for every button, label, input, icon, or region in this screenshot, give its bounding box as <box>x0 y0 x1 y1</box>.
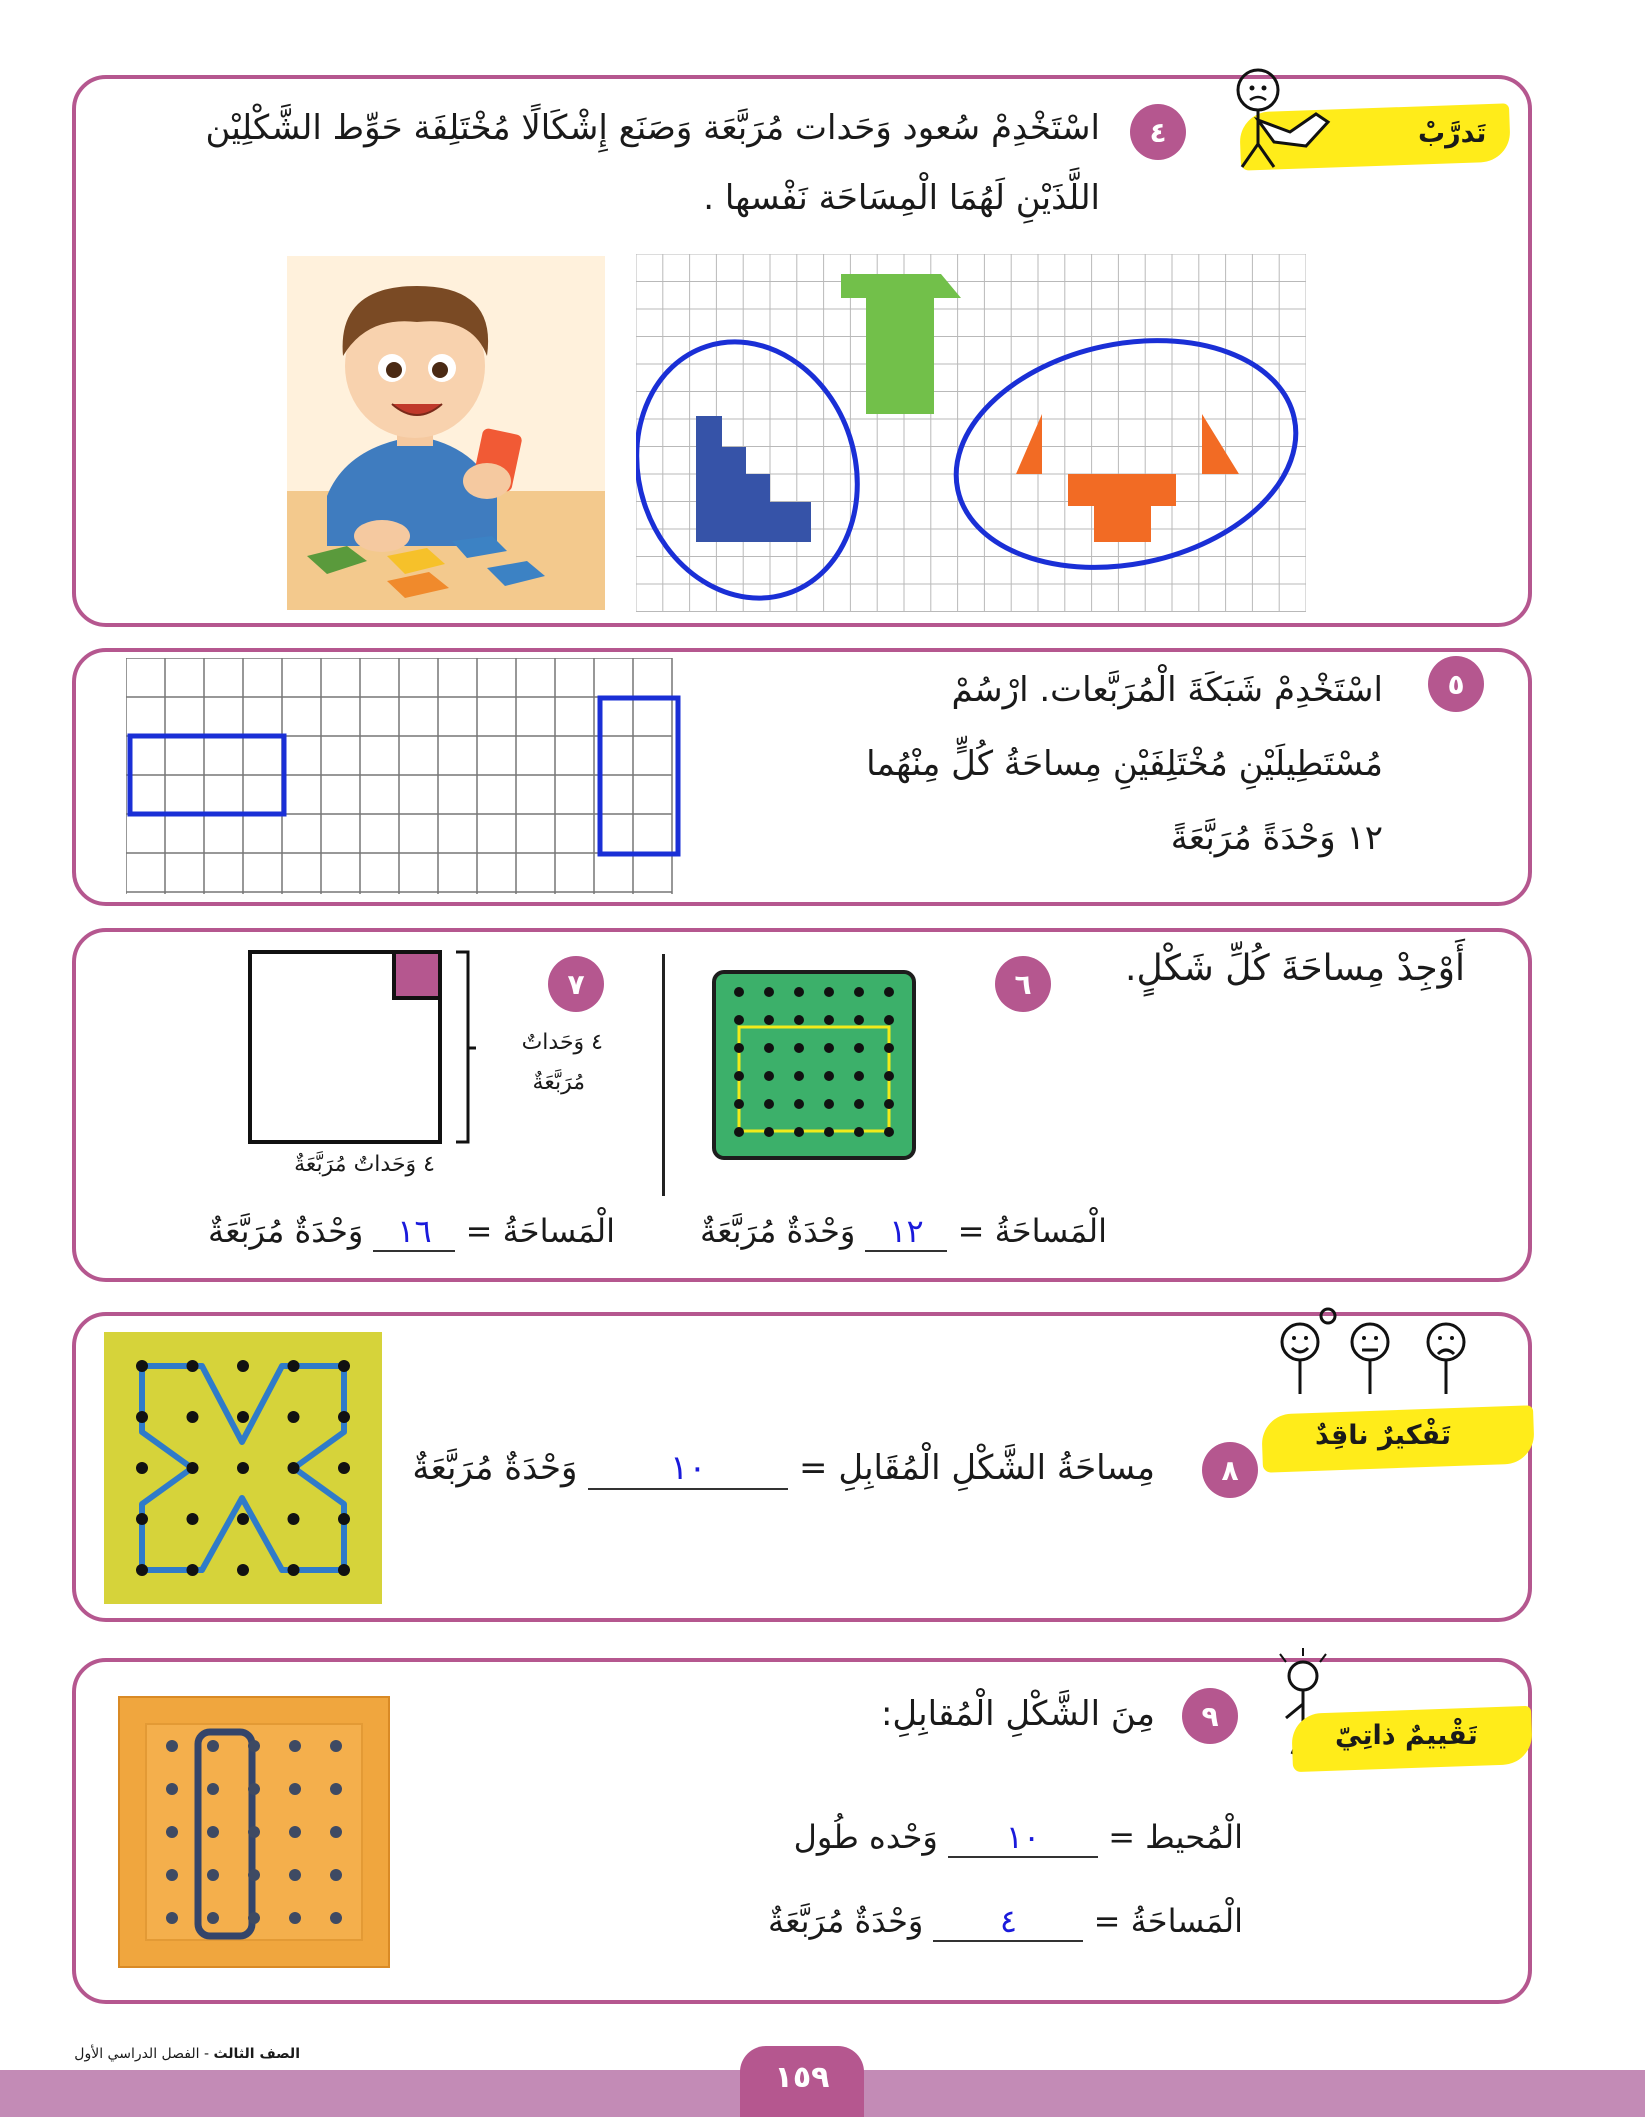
peg <box>237 1411 249 1423</box>
question-number-4: ٤ <box>1130 104 1186 160</box>
peg <box>824 1127 834 1137</box>
peg <box>207 1740 219 1752</box>
q7-unit: وَحْدَةٌ مُرَبَّعَةٌ <box>208 1212 364 1250</box>
q6-7-instruction: أَوْجِدْ مِساحَةَ كُلِّ شَكْلٍ. <box>1125 948 1465 989</box>
footer-grade: الصف الثالث <box>213 2046 300 2062</box>
q5-line-1: اسْتَخْدِمْ شَبَكَةَ الْمُرَبَّعات. ارْسُمْ <box>951 670 1383 710</box>
peg <box>734 1127 744 1137</box>
peg <box>764 1099 774 1109</box>
peg <box>136 1411 148 1423</box>
peg <box>794 987 804 997</box>
peg <box>187 1513 199 1525</box>
peg <box>288 1411 300 1423</box>
peg <box>237 1360 249 1372</box>
peg <box>187 1462 199 1474</box>
peg <box>734 987 744 997</box>
q9-perimeter-answer[interactable]: ١٠ <box>1005 1818 1041 1856</box>
peg <box>884 1099 894 1109</box>
peg <box>734 1071 744 1081</box>
peg <box>794 1071 804 1081</box>
peg <box>824 1071 834 1081</box>
q6-geoboard <box>712 970 916 1160</box>
q9-area-line <box>768 1902 1243 1942</box>
q6-unit: وَحْدَةٌ مُرَبَّعَةٌ <box>700 1212 856 1250</box>
q8-geoboard <box>104 1332 382 1604</box>
peg <box>187 1411 199 1423</box>
q4-shape-grid <box>636 254 1306 612</box>
question-number-6: ٦ <box>995 956 1051 1012</box>
peg <box>764 1015 774 1025</box>
blue-shape <box>696 416 811 542</box>
peg <box>248 1869 260 1881</box>
peg <box>237 1462 249 1474</box>
three-faces-icon <box>1270 1302 1490 1402</box>
q7-answer[interactable]: ١٦ <box>397 1212 432 1250</box>
peg <box>248 1783 260 1795</box>
peg <box>237 1564 249 1576</box>
peg <box>289 1826 301 1838</box>
practice-label: تَدرَّبْ <box>1418 118 1487 149</box>
peg <box>166 1912 178 1924</box>
peg <box>824 1015 834 1025</box>
peg <box>248 1826 260 1838</box>
question-number-5: ٥ <box>1428 656 1484 712</box>
critical-thinking-label: تَفْكيرٌ ناقِدٌ <box>1315 1420 1452 1451</box>
peg <box>338 1462 350 1474</box>
boy-with-tiles-illustration <box>287 256 605 610</box>
peg <box>734 1015 744 1025</box>
peg <box>764 1127 774 1137</box>
peg <box>824 987 834 997</box>
q9-geoboard <box>118 1696 390 1968</box>
peg <box>854 1099 864 1109</box>
peg <box>330 1869 342 1881</box>
peg <box>330 1912 342 1924</box>
peg <box>166 1826 178 1838</box>
peg <box>884 1127 894 1137</box>
peg <box>330 1783 342 1795</box>
peg <box>854 987 864 997</box>
question-number-8: ٨ <box>1202 1442 1258 1498</box>
peg <box>794 1043 804 1053</box>
peg <box>338 1513 350 1525</box>
q6-answer[interactable]: ١٢ <box>889 1212 924 1250</box>
peg <box>237 1513 249 1525</box>
peg <box>136 1462 148 1474</box>
peg <box>884 1015 894 1025</box>
peg <box>288 1360 300 1372</box>
peg <box>854 1043 864 1053</box>
peg <box>854 1015 864 1025</box>
peg <box>136 1513 148 1525</box>
q6-area-label: الْمَساحَةُ = <box>957 1212 1107 1250</box>
q7-side-label-2: مُرَبَّعَةٌ <box>532 1070 585 1095</box>
q4-line-2: اللَّذَيْنِ لَهُمَا الْمِسَاحَة نَفْسها . <box>703 178 1100 218</box>
peg <box>166 1869 178 1881</box>
q8-answer[interactable]: ١٠ <box>669 1448 707 1488</box>
q9-perimeter-line <box>794 1818 1243 1858</box>
q5-line-2: مُسْتَطِيلَيْنِ مُخْتَلِفَيْنِ مِساحَةُ كُلٍّ مِنْهُما <box>866 744 1383 784</box>
page-number: ١٥٩ <box>774 2060 830 2095</box>
peg <box>794 1099 804 1109</box>
q9-area-unit: وَحْدَةٌ مُرَبَّعَةٌ <box>768 1902 924 1940</box>
q7-area-label: الْمَساحَةُ = <box>465 1212 615 1250</box>
q8-area-line <box>412 1448 1155 1490</box>
self-assessment-label: تَقْييمٌ ذاتِيّ <box>1335 1720 1478 1751</box>
thinking-figure-icon <box>1220 62 1335 172</box>
footer-grade-info <box>74 2046 300 2062</box>
divider-line <box>662 954 665 1196</box>
peg <box>734 1099 744 1109</box>
q8-text: مِساحَةُ الشَّكْلِ الْمُقَابِلِ = <box>799 1448 1155 1488</box>
peg <box>884 987 894 997</box>
q7-square <box>246 948 476 1148</box>
q9-perimeter-label: الْمُحيط = <box>1108 1818 1243 1856</box>
q7-side-label-1: ٤ وَحَداتٌ <box>521 1030 603 1055</box>
peg <box>338 1564 350 1576</box>
peg <box>207 1826 219 1838</box>
peg <box>884 1043 894 1053</box>
peg <box>248 1740 260 1752</box>
peg <box>794 1127 804 1137</box>
q9-perimeter-unit: وَحْده طُول <box>793 1818 938 1856</box>
footer-term: - الفصل الدراسي الأول <box>74 2046 210 2062</box>
green-shape <box>841 274 961 414</box>
peg <box>248 1912 260 1924</box>
peg <box>289 1869 301 1881</box>
peg <box>136 1360 148 1372</box>
q5-line-3: ١٢ وَحْدَةً مُرَبَّعَةً <box>1170 818 1383 858</box>
question-number-7: ٧ <box>548 956 604 1012</box>
unit-square <box>394 952 440 998</box>
peg <box>854 1071 864 1081</box>
peg <box>207 1869 219 1881</box>
peg <box>330 1740 342 1752</box>
peg <box>207 1783 219 1795</box>
peg <box>824 1043 834 1053</box>
orange-shape <box>1016 414 1239 542</box>
q7-area-line <box>208 1212 615 1252</box>
peg <box>734 1043 744 1053</box>
peg <box>166 1783 178 1795</box>
q7-bottom-label: ٤ وَحَداتٌ مُرَبَّعَةٌ <box>294 1152 435 1177</box>
peg <box>136 1564 148 1576</box>
circle-blue-shape <box>636 313 890 612</box>
peg <box>187 1360 199 1372</box>
peg <box>207 1912 219 1924</box>
peg <box>166 1740 178 1752</box>
q9-area-label: الْمَساحَةُ = <box>1093 1902 1243 1940</box>
question-number-9: ٩ <box>1182 1688 1238 1744</box>
peg <box>884 1071 894 1081</box>
q5-square-grid <box>126 658 682 896</box>
peg <box>288 1513 300 1525</box>
peg <box>854 1127 864 1137</box>
peg <box>289 1912 301 1924</box>
peg <box>338 1411 350 1423</box>
q9-intro: مِنَ الشَّكْلِ الْمُقابِلِ: <box>880 1694 1155 1734</box>
peg <box>794 1015 804 1025</box>
peg <box>288 1564 300 1576</box>
peg <box>338 1360 350 1372</box>
rectangle-2x6 <box>600 698 678 854</box>
q9-area-answer[interactable]: ٤ <box>999 1902 1018 1940</box>
peg <box>289 1783 301 1795</box>
peg <box>330 1826 342 1838</box>
peg <box>764 987 774 997</box>
peg <box>824 1099 834 1109</box>
peg <box>288 1462 300 1474</box>
peg <box>289 1740 301 1752</box>
q8-unit: وَحْدَةٌ مُرَبَّعَةٌ <box>412 1448 578 1488</box>
peg <box>764 1071 774 1081</box>
peg <box>187 1564 199 1576</box>
circle-orange-shape <box>935 311 1306 598</box>
peg <box>764 1043 774 1053</box>
q6-area-line <box>700 1212 1107 1252</box>
q4-line-1: اسْتَخْدِمْ سُعود وَحَدات مُرَبَّعَة وَصَنَع إِشْكَالًا مُخْتَلِفَة حَوِّط الشَّكْلِيْن <box>205 108 1100 148</box>
